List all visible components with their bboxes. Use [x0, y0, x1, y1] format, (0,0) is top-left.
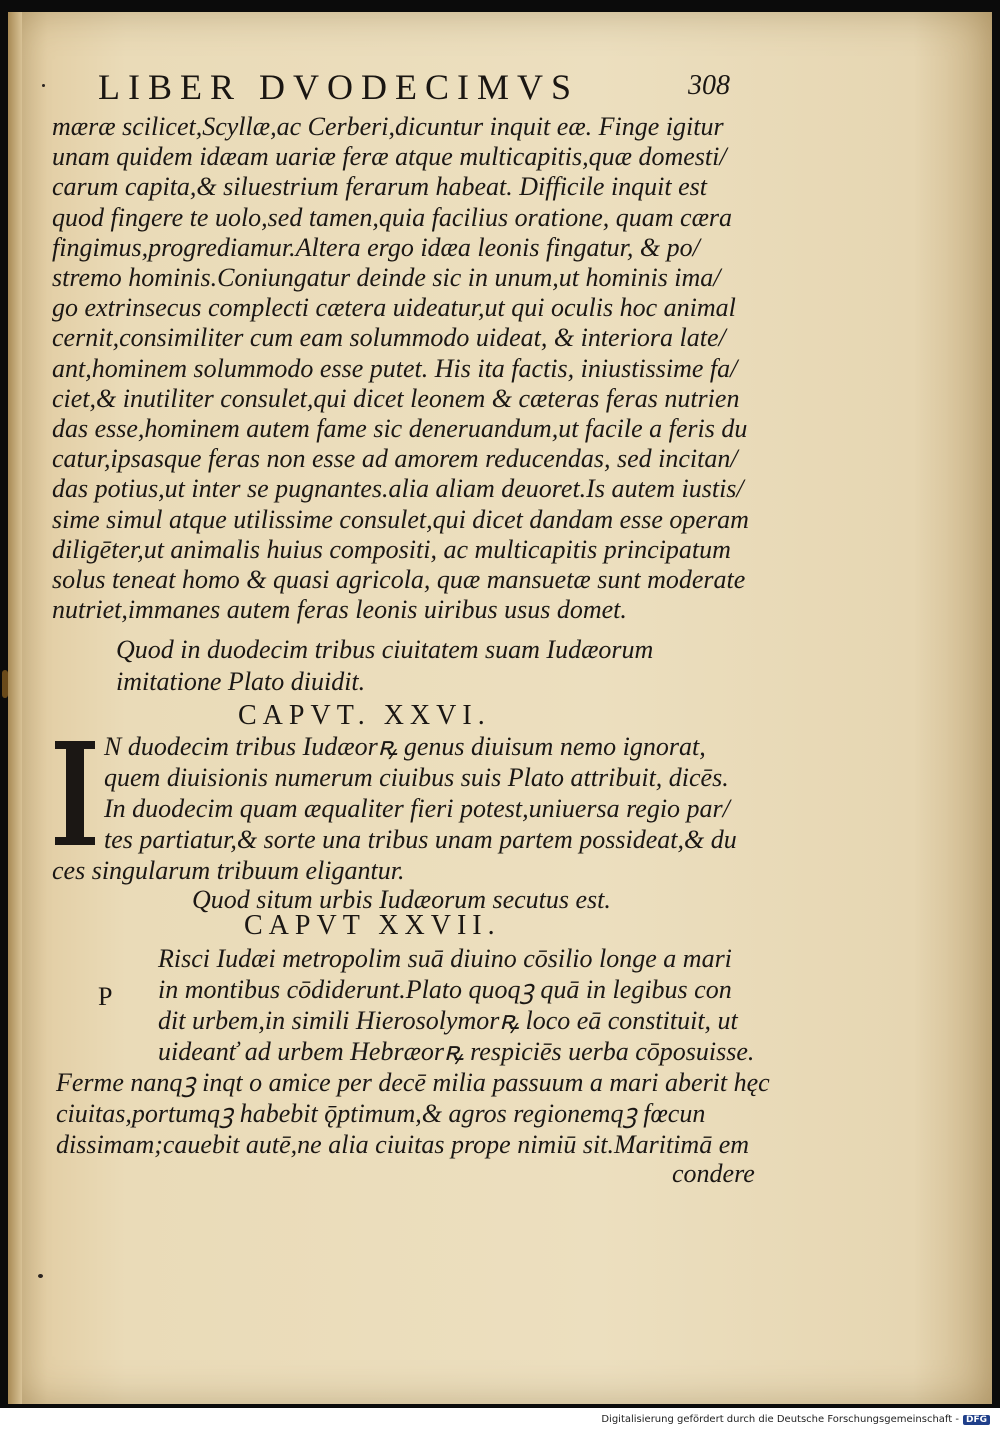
body-line: nutriet,immanes autem feras leonis uiribus usus domet.: [52, 595, 627, 625]
page-edge: [8, 12, 22, 1404]
credit-text: Digitalisierung gefördert durch die Deutsche Forschungsgemeinschaft -: [601, 1414, 959, 1425]
body-line: fingimus,progrediamur.Altera ergo idæa leonis fingatur, & po/: [52, 232, 700, 262]
ink-speck: [38, 1274, 43, 1278]
section-27-line: dissimam;cauebit autē,ne alia ciuitas prope nimiū sit.Maritimā em: [56, 1130, 750, 1159]
digitization-credit: [601, 1414, 990, 1425]
body-line: das potius,ut inter se pugnantes.alia aliam deuoret.Is autem iustis/: [52, 474, 744, 504]
section-26-line: N duodecim tribus Iudæorꝶ genus diuisum nemo ignorat,: [104, 732, 706, 761]
section-26-line: In duodecim quam æqualiter fieri potest,uniuersa regio par/: [104, 794, 730, 823]
section-27-line: dit urbem,in simili Hierosolymorꝶ loco eā constituit, ut: [158, 1006, 738, 1035]
page-stain: [2, 670, 8, 698]
section-27-line: Ferme nanqꝫ inqt o amice per decē milia passuum a mari aberit hęc: [56, 1068, 770, 1097]
catchword: condere: [672, 1159, 755, 1188]
body-line: ciet,& inutiliter consulet,qui dicet leonem & cæteras feras nutrien: [52, 383, 740, 413]
decorated-initial-i: [55, 741, 95, 845]
section-26-subhead-line-1: Quod in duodecim tribus ciuitatem suam Iudæorum: [116, 635, 654, 664]
body-line: cernit,consimiliter cum eam solummodo uideat, & interiora late/: [52, 323, 726, 353]
body-line: mæræ scilicet,Scyllæ,ac Cerberi,dicuntur inquit eæ. Finge igitur: [52, 112, 724, 141]
section-27-text-full: [56, 1067, 770, 1160]
body-line: das esse,hominem autem fame sic deneruandum,ut facile a feris du: [52, 414, 748, 444]
body-line: diligēter,ut animalis huius compositi, ac multicapitis principatum: [52, 534, 731, 564]
section-27-caput: CAPVT XXVII.: [244, 910, 501, 941]
decorated-initial-p: P: [98, 982, 113, 1011]
body-line: carum capita,& siluestrium ferarum habeat. Difficile inquit est: [52, 172, 708, 202]
body-line: sime simul atque utilissime consulet,qui dicet dandam esse operam: [52, 504, 749, 534]
section-26-text: [104, 731, 737, 855]
body-line: unam quidem idæam uariæ feræ atque multicapitis,quæ domesti/: [52, 142, 727, 172]
body-line: quod fingere te uolo,sed tamen,quia facilius oratione, quam cæra: [52, 202, 733, 232]
body-line: stremo hominis.Coniungatur deinde sic in unum,ut hominis ima/: [52, 263, 721, 293]
section-26-line: tes partiatur,& sorte una tribus unam partem possideat,& du: [104, 825, 737, 854]
body-line: ant,hominem solummodo esse putet. His ita factis, iniustissime fa/: [52, 353, 738, 383]
section-26-text-last: [52, 855, 404, 886]
section-27-line: uideanť ad urbem Hebræorꝶ respiciēs uerba cōposuisse.: [158, 1037, 755, 1066]
body-text: [52, 112, 772, 625]
body-line: go extrinsecus complecti cætera uideatur,ut qui oculis hoc animal: [52, 293, 736, 323]
running-head: LIBER DVODECIMVS: [98, 67, 580, 107]
section-26-line: ces singularum tribuum eligantur.: [52, 856, 405, 885]
ink-speck: [42, 84, 45, 87]
section-26-caput: CAPVT. XXVI.: [238, 700, 491, 731]
section-27-text-indented: [158, 943, 754, 1067]
body-line: solus teneat homo & quasi agricola, quæ mansuetæ sunt moderate: [52, 565, 746, 595]
section-26-line: quem diuisionis numerum ciuibus suis Plato attribuit, dicēs.: [104, 763, 729, 792]
section-27-line: in montibus cōdiderunt.Plato quoqꝫ quā in legibus con: [158, 975, 732, 1004]
folio-number: 308: [688, 70, 730, 101]
dfg-logo: DFG: [963, 1415, 990, 1425]
body-line: catur,ipsasque feras non esse ad amorem reducendas, sed incitan/: [52, 444, 738, 474]
section-27-line: Risci Iudæi metropolim suā diuino cōsilio longe a mari: [158, 944, 732, 973]
section-27-subhead: Quod situm urbis Iudæorum secutus est.: [192, 885, 611, 914]
section-27-line: ciuitas,portumqꝫ habebit ǭptimum,& agros regionemqꝫ fœcun: [56, 1099, 706, 1128]
section-26-subhead-line-2: imitatione Plato diuidit.: [116, 667, 366, 696]
